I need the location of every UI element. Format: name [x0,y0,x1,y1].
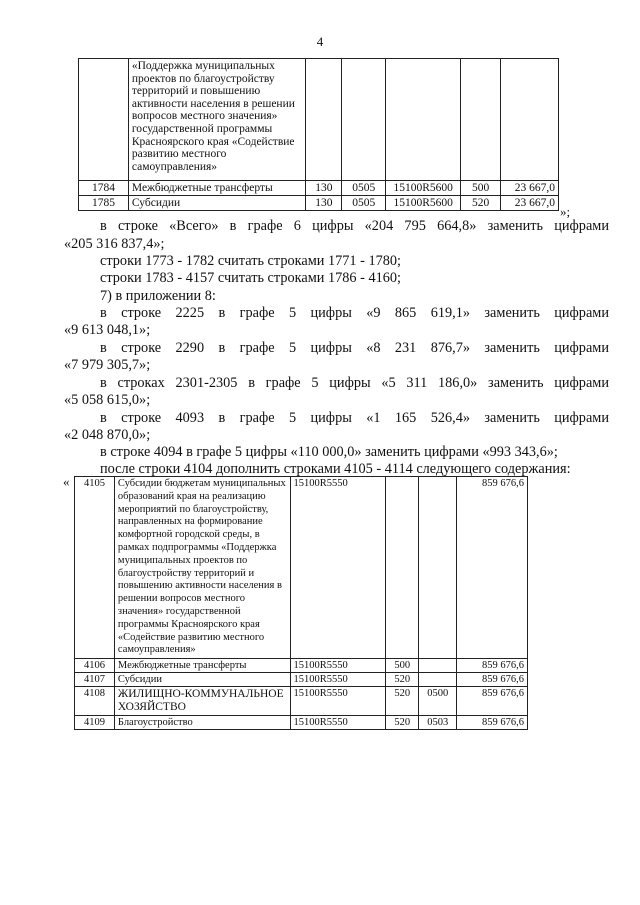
row-number: 4105 [75,477,115,659]
text-line: строки 1773 - 1782 считать строками 1771 - 1780; [100,253,402,269]
row-target: 15100R5550 [290,687,386,716]
row-name: Субсидии [128,196,306,211]
row-name: Субсидии [114,673,290,687]
row-target: 15100R5600 [386,196,461,211]
opening-quote: « [63,474,70,489]
row-section [419,659,457,673]
text-line: 7) в приложении 8: [100,288,216,304]
row-type: 520 [386,673,419,687]
row-name: Благоустройство [114,716,290,730]
row-type: 500 [386,659,419,673]
row-amount: 859 676,6 [457,477,528,659]
text-line: «7 979 305,7»; [64,357,151,373]
row-section: 0505 [342,196,386,211]
row-amount: 23 667,0 [501,196,559,211]
row-section: 0503 [419,716,457,730]
text-line: в строках 2301-2305 в графе 5 цифры «5 311 186,0» заменить цифрами [100,375,609,391]
row-target: 15100R5550 [290,477,386,659]
table-cell [79,59,129,181]
row-target: 15100R5600 [386,181,461,196]
table-row [75,477,528,659]
table-row [79,196,559,211]
program-description: «Поддержка муниципальных проектов по благоустройству территорий и повышению активности населения в решении вопросов местного значения» государственной программы Красноярского края «Содействие развитию местного самоуправления» [128,59,306,181]
text-line: в строке «Всего» в графе 6 цифры «204 795 664,8» заменить цифрами [100,218,609,234]
text-line: «9 613 048,1»; [64,322,151,338]
row-name: Межбюджетные трансферты [114,659,290,673]
row-number: 1785 [79,196,129,211]
row-amount: 859 676,6 [457,687,528,716]
row-amount: 859 676,6 [457,716,528,730]
row-name: Субсидии бюджетам муниципальных образований края на реализацию мероприятий по благоустройству, направленных на формирование комфортной городской среды, в рамках подпрограммы «Поддержка муниципальных проектов по благоустройству территорий и повышению активности населения в решении вопросов местного значения» государственной программы Красноярского края «Содействие развитию местного самоуправления» [114,477,290,659]
row-number: 4106 [75,659,115,673]
row-type [386,477,419,659]
table-row [75,716,528,730]
row-name: Межбюджетные трансферты [128,181,306,196]
row-type: 520 [386,687,419,716]
row-number: 4107 [75,673,115,687]
row-name: ЖИЛИЩНО-КОММУНАЛЬНОЕ ХОЗЯЙСТВО [114,687,290,716]
row-target: 15100R5550 [290,673,386,687]
row-code: 130 [306,196,342,211]
table-row [75,673,528,687]
text-line: «5 058 615,0»; [64,392,151,408]
text-line: в строке 2225 в графе 5 цифры «9 865 619,1» заменить цифрами [100,305,609,321]
row-section: 0505 [342,181,386,196]
text-line: «205 316 837,4»; [64,236,165,252]
row-number: 4108 [75,687,115,716]
table-row [75,659,528,673]
row-amount: 859 676,6 [457,659,528,673]
row-target: 15100R5550 [290,659,386,673]
row-target: 15100R5550 [290,716,386,730]
row-type: 520 [461,196,501,211]
text-line: строки 1783 - 4157 считать строками 1786 - 4160; [100,270,402,286]
row-number: 1784 [79,181,129,196]
text-line: в строке 4093 в графе 5 цифры «1 165 526,4» заменить цифрами [100,410,609,426]
text-line: после строки 4104 дополнить строками 4105 - 4114 следующего содержания: [100,461,571,477]
appendix-table-bottom [74,476,528,730]
row-type: 500 [461,181,501,196]
appendix-table-top [78,58,559,211]
table-row [79,181,559,196]
text-line: в строке 2290 в графе 5 цифры «8 231 876,7» заменить цифрами [100,340,609,356]
row-number: 4109 [75,716,115,730]
text-line: в строке 4094 в графе 5 цифры «110 000,0» заменить цифрами «993 343,6»; [100,444,558,460]
row-section [419,477,457,659]
row-code: 130 [306,181,342,196]
table-row [79,59,559,181]
row-section: 0500 [419,687,457,716]
row-amount: 23 667,0 [501,181,559,196]
closing-quote: »; [560,204,571,219]
row-type: 520 [386,716,419,730]
page-number: 4 [316,34,324,49]
row-amount: 859 676,6 [457,673,528,687]
text-line: «2 048 870,0»; [64,427,151,443]
row-section [419,673,457,687]
table-row [75,687,528,716]
